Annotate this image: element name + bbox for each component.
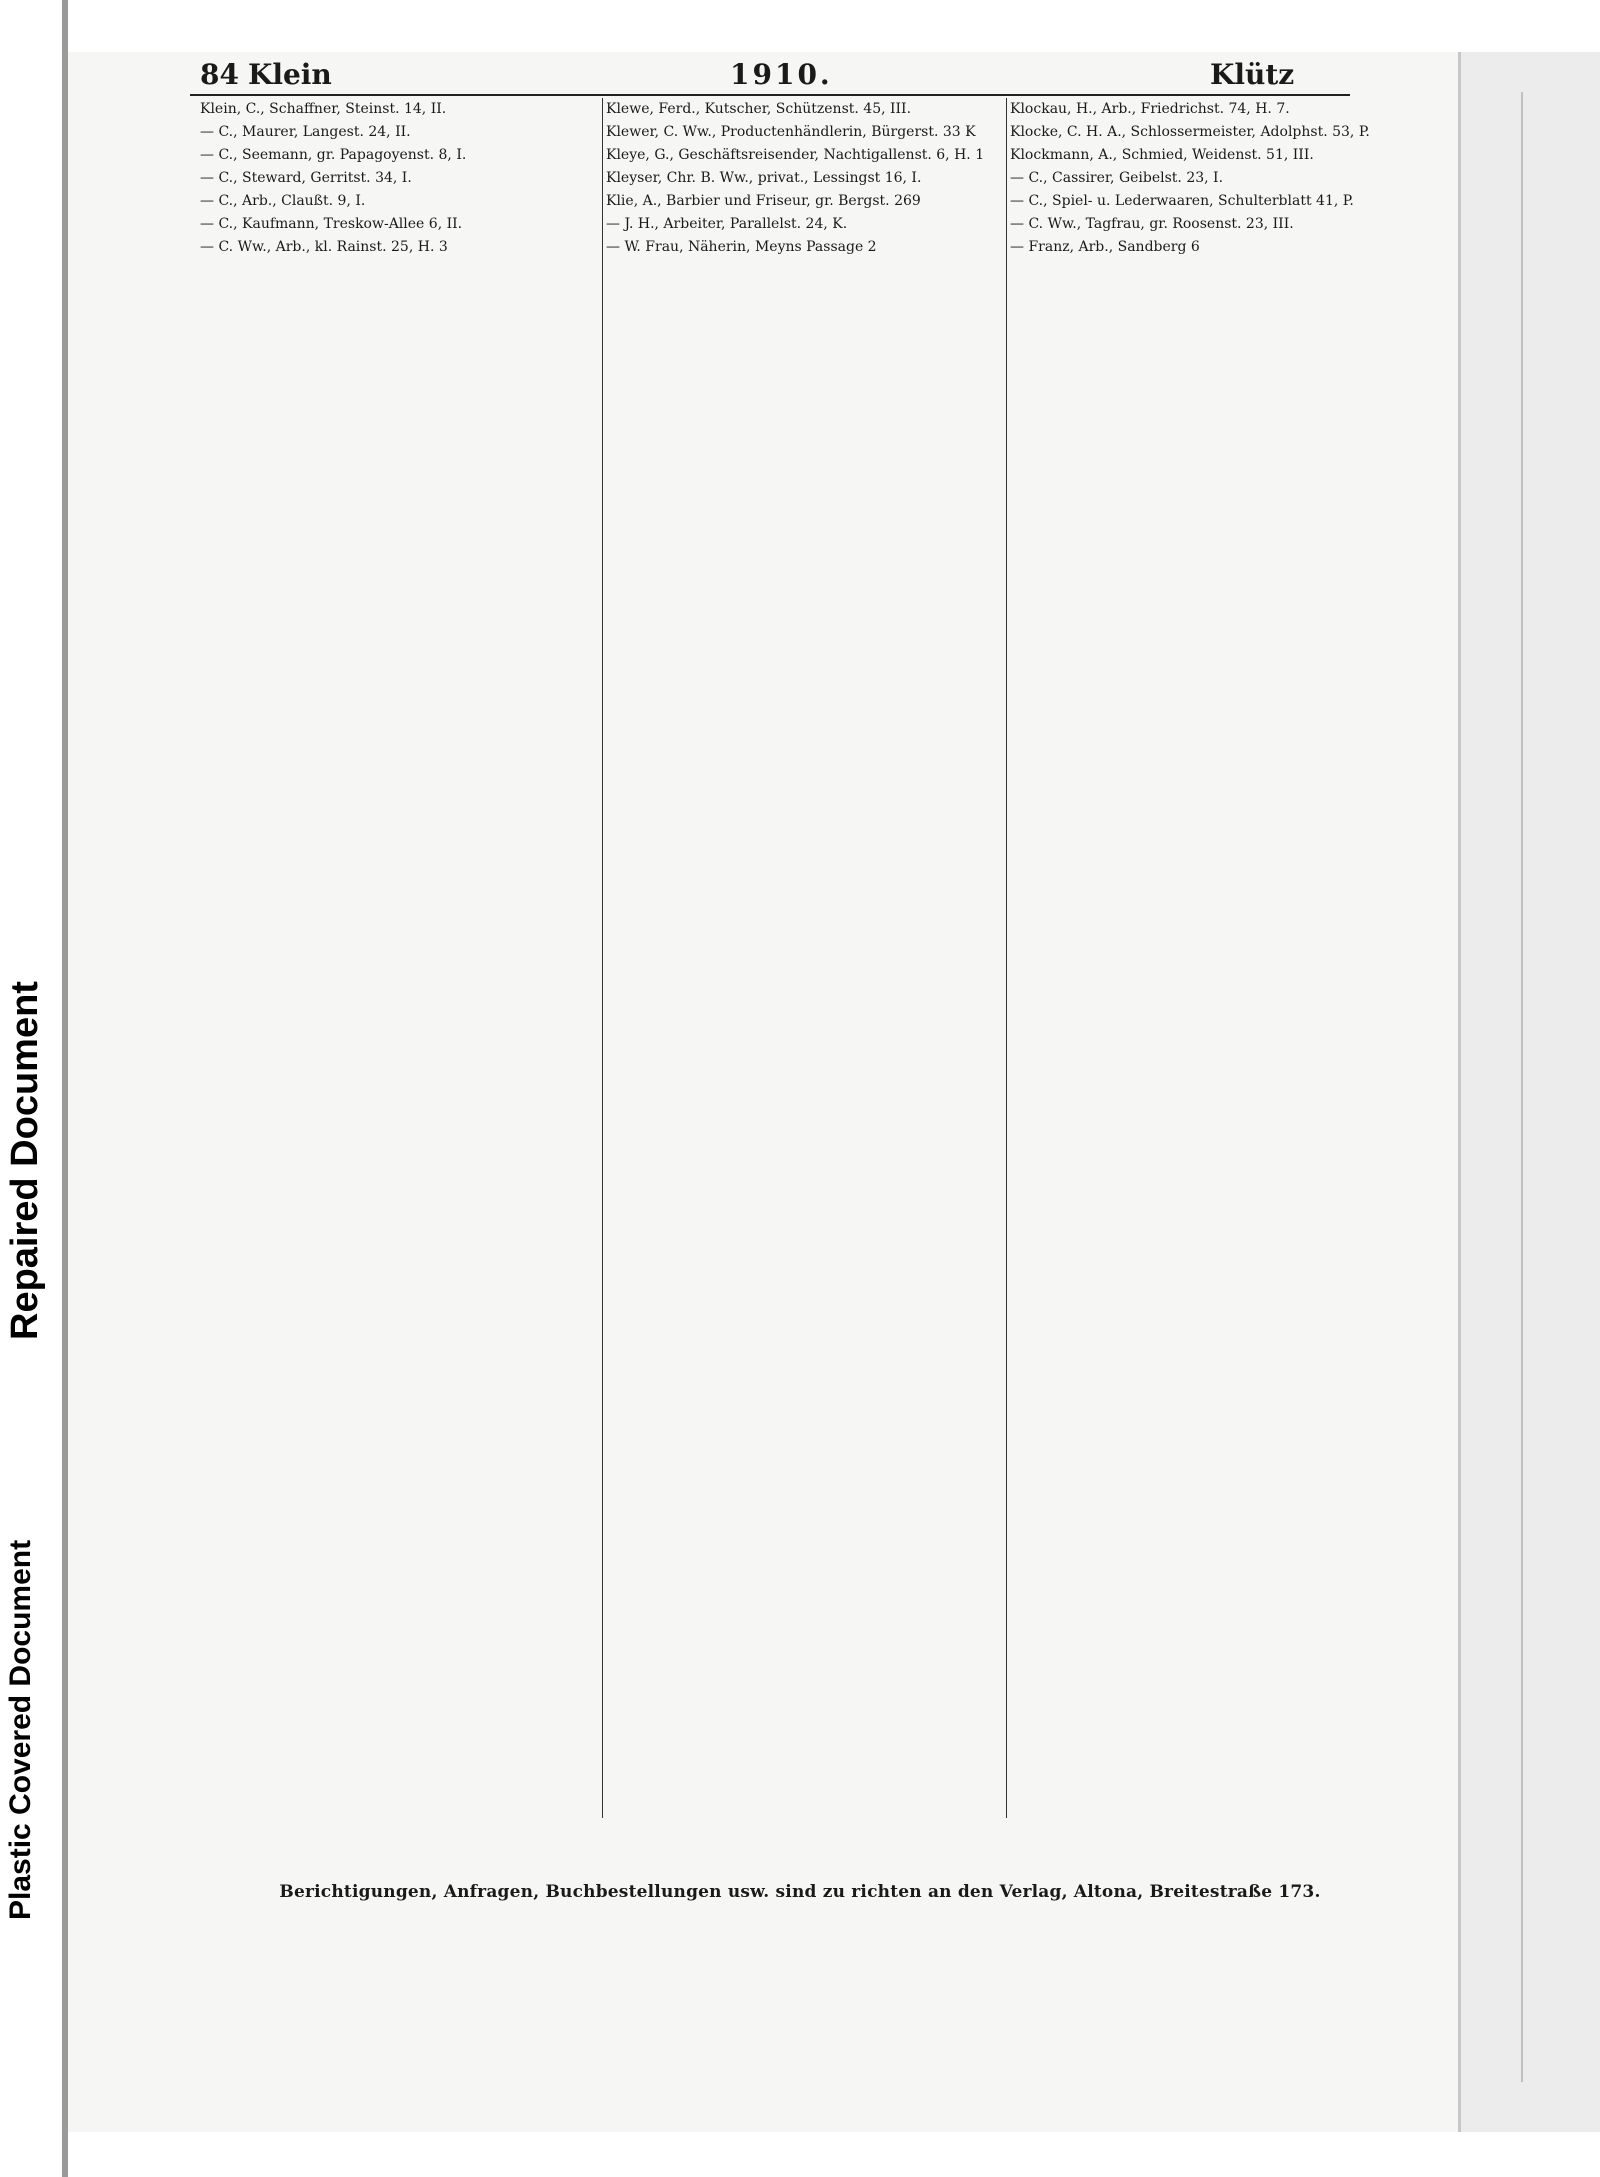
page-footer: Berichtigungen, Anfragen, Buchbestellungen usw. sind zu richten an den Verlag, Altona, Breitestraße 173.: [279, 1882, 1321, 1902]
column-2: [606, 98, 1006, 1818]
directory-entry: — C., Seemann, gr. Papagoyenst. 8, I.: [200, 147, 467, 163]
directory-entry: — C., Kaufmann, Treskow-Allee 6, II.: [200, 216, 463, 232]
directory-entry: — Franz, Arb., Sandberg 6: [1010, 239, 1200, 255]
directory-entry: — W. Frau, Näherin, Meyns Passage 2: [606, 239, 877, 255]
directory-entry: Klie, A., Barbier und Friseur, gr. Bergst. 269: [606, 193, 921, 209]
directory-entry: — C. Ww., Arb., kl. Rainst. 25, H. 3: [200, 239, 448, 255]
column-divider: [1006, 98, 1007, 1818]
column-1: [200, 98, 600, 1818]
directory-entry: Klewer, C. Ww., Productenhändlerin, Bürgerst. 33 K: [606, 124, 976, 140]
repaired-document-label: Repaired Document: [4, 981, 46, 1340]
directory-entry: — J. H., Arbeiter, Parallelst. 24, K.: [606, 216, 848, 232]
directory-entry: — C. Ww., Tagfrau, gr. Roosenst. 23, III.: [1010, 216, 1294, 232]
directory-entry: — C., Arb., Claußt. 9, I.: [200, 193, 366, 209]
directory-entry: Kleye, G., Geschäftsreisender, Nachtigallenst. 6, H. 1: [606, 147, 985, 163]
column-divider: [602, 98, 603, 1818]
page-fold-line: [1521, 92, 1523, 2082]
directory-entry: — C., Spiel- u. Lederwaaren, Schulterblatt 41, P.: [1010, 193, 1354, 209]
directory-entry: Klockmann, A., Schmied, Weidenst. 51, III.: [1010, 147, 1314, 163]
left-catchword: Klein: [248, 58, 332, 91]
directory-entry: — C., Cassirer, Geibelst. 23, I.: [1010, 170, 1224, 186]
page-number: 84: [200, 58, 239, 91]
plastic-covered-label: Plastic Covered Document: [4, 1539, 37, 1920]
directory-entry: Klein, C., Schaffner, Steinst. 14, II.: [200, 101, 447, 117]
column-3: [1010, 98, 1410, 1818]
directory-entry: — C., Maurer, Langest. 24, II.: [200, 124, 411, 140]
directory-year: 1910.: [730, 58, 833, 91]
right-catchword: Klütz: [1210, 58, 1295, 91]
directory-entry: Klocke, C. H. A., Schlossermeister, Adolphst. 53, P.: [1010, 124, 1370, 140]
facing-page-edge: [1461, 52, 1600, 2132]
directory-entry: — C., Steward, Gerritst. 34, I.: [200, 170, 412, 186]
scan-side-strip: [0, 0, 62, 2177]
directory-entry: Kleyser, Chr. B. Ww., privat., Lessingst 16, I.: [606, 170, 922, 186]
directory-entry: Klockau, H., Arb., Friedrichst. 74, H. 7.: [1010, 101, 1290, 117]
page-header: [190, 58, 1350, 96]
directory-entry: Klewe, Ferd., Kutscher, Schützenst. 45, III.: [606, 101, 912, 117]
